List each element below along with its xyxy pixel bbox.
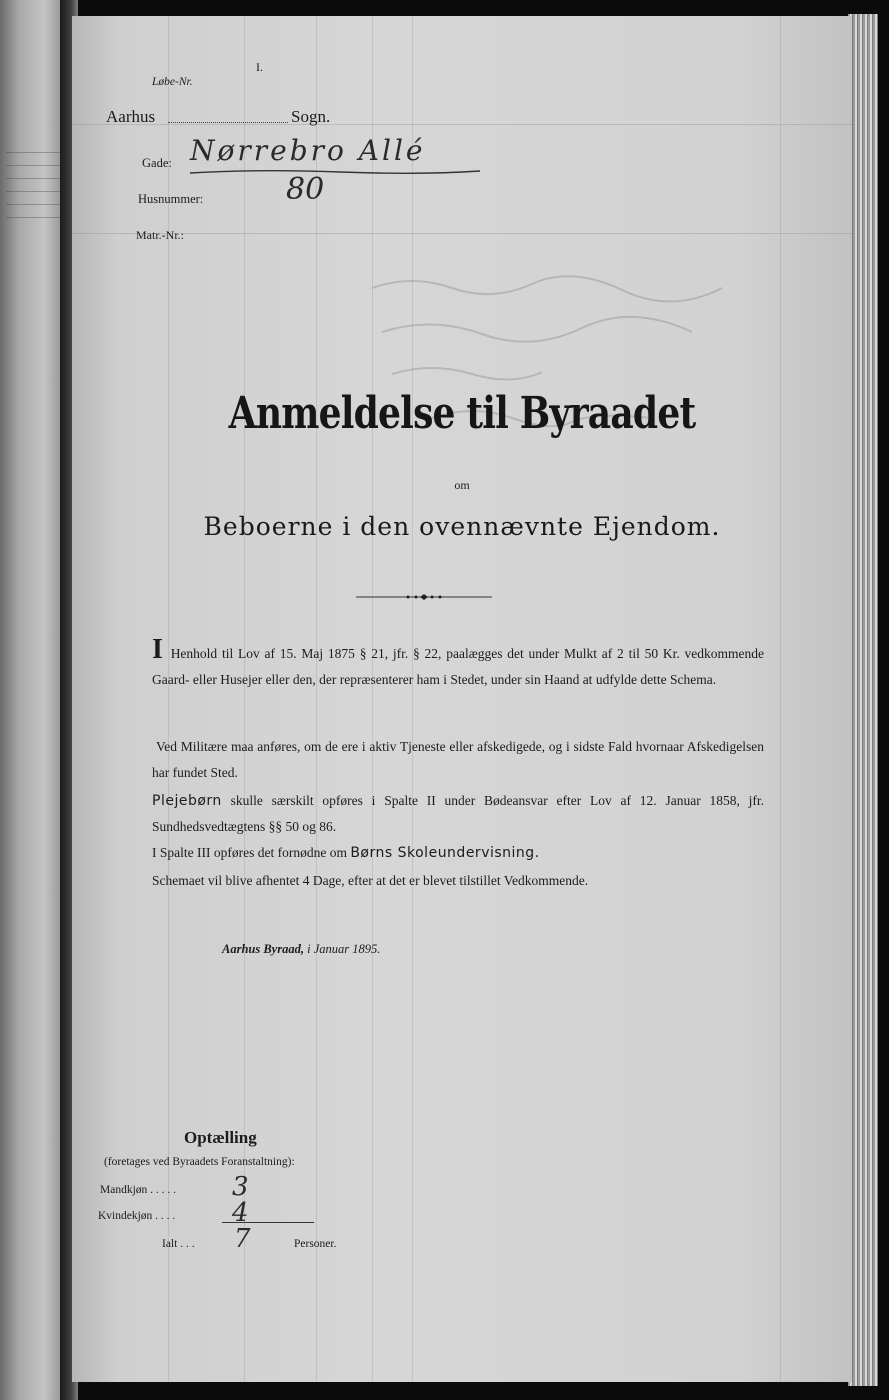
paragraph-3 bbox=[152, 788, 764, 840]
paragraph-2-text: Ved Militære maa anføres, om de ere i aktiv Tjeneste eller afskedigede, og i sidste Fald hvornaar Afskedigelsen har fundet Sted. bbox=[152, 739, 764, 780]
bleed-through-rule bbox=[412, 16, 413, 1382]
city-label: Aarhus bbox=[106, 107, 156, 126]
male-label: Mandkjøn . . . . . bbox=[100, 1184, 177, 1196]
page-subtitle: Beboerne i den ovennævnte Ejendom. bbox=[203, 512, 721, 541]
male-count: 3 bbox=[232, 1172, 249, 1202]
signature-line bbox=[222, 942, 380, 957]
paragraph-1-text: Henhold til Lov af 15. Maj 1875 § 21, jfr. § 22, paalægges det under Mulkt af 2 til 50 Kr. vedkommende Gaard- eller Husejer eller den, der repræsenterer ham i Stedet, under sin Haand at udfylde dette Schema. bbox=[152, 646, 764, 687]
bleed-through-rule bbox=[780, 16, 781, 1382]
house-number-label: Husnummer: bbox=[138, 192, 204, 206]
page-stack-edge bbox=[848, 14, 878, 1386]
page-number: I. bbox=[256, 60, 263, 74]
paragraph-3-text: skulle særskilt opføres i Spalte II under Bødeansvar efter Lov af 12. Januar 1858, jfr. Sundhedsvedtægtens §§ 50 og 86. bbox=[152, 793, 764, 834]
city-dotted-field bbox=[168, 122, 288, 123]
paragraph-5-text: Schemaet vil blive afhentet 4 Dage, efter at det er blevet tilstillet Vedkommende. bbox=[152, 873, 589, 888]
paragraph-4-emphasis: Børns Skoleundervisning. bbox=[350, 845, 540, 861]
previous-page-edge bbox=[0, 0, 64, 1400]
street-underline bbox=[190, 168, 480, 176]
female-label: Kvindekjøn . . . . bbox=[98, 1210, 176, 1222]
paragraph-5 bbox=[152, 868, 764, 894]
signature-org: Aarhus Byraad, bbox=[222, 942, 304, 956]
title-connector: om bbox=[454, 478, 470, 492]
count-title: Optælling bbox=[184, 1128, 257, 1147]
paragraph-3-lead: Plejebørn bbox=[152, 793, 222, 809]
bleed-through-rule bbox=[168, 16, 169, 1382]
total-count: 7 bbox=[234, 1224, 251, 1254]
bleed-through-rule bbox=[372, 16, 373, 1382]
lobe-nr-label: Løbe-Nr. bbox=[152, 76, 193, 88]
persons-label: Personer. bbox=[294, 1238, 337, 1250]
matr-label: Matr.-Nr.: bbox=[136, 228, 184, 242]
total-label: Ialt . . . bbox=[162, 1238, 195, 1250]
ornament-divider bbox=[356, 592, 492, 602]
previous-page-lines bbox=[6, 140, 60, 220]
document-page bbox=[72, 16, 852, 1382]
parish-label: Sogn. bbox=[291, 107, 331, 126]
signature-date: i Januar 1895. bbox=[307, 942, 381, 956]
count-note: (foretages ved Byraadets Foranstaltning): bbox=[104, 1156, 295, 1168]
paragraph-1 bbox=[152, 634, 764, 693]
bleed-through-rule bbox=[72, 124, 852, 125]
drop-cap: I bbox=[152, 634, 163, 665]
bleed-through-rule bbox=[72, 233, 852, 234]
female-count: 4 bbox=[232, 1198, 249, 1228]
page-title: Anmeldelse til Byraadet bbox=[228, 388, 696, 439]
street-value: Nørrebro Allé bbox=[190, 134, 426, 167]
paragraph-4 bbox=[152, 840, 764, 866]
paragraph-4-text: I Spalte III opføres det fornødne om bbox=[152, 845, 347, 860]
street-label: Gade: bbox=[142, 156, 172, 170]
house-number-value: 80 bbox=[286, 172, 325, 207]
paragraph-2 bbox=[152, 734, 764, 786]
bleed-through-rule bbox=[316, 16, 317, 1382]
sum-rule bbox=[222, 1222, 314, 1223]
